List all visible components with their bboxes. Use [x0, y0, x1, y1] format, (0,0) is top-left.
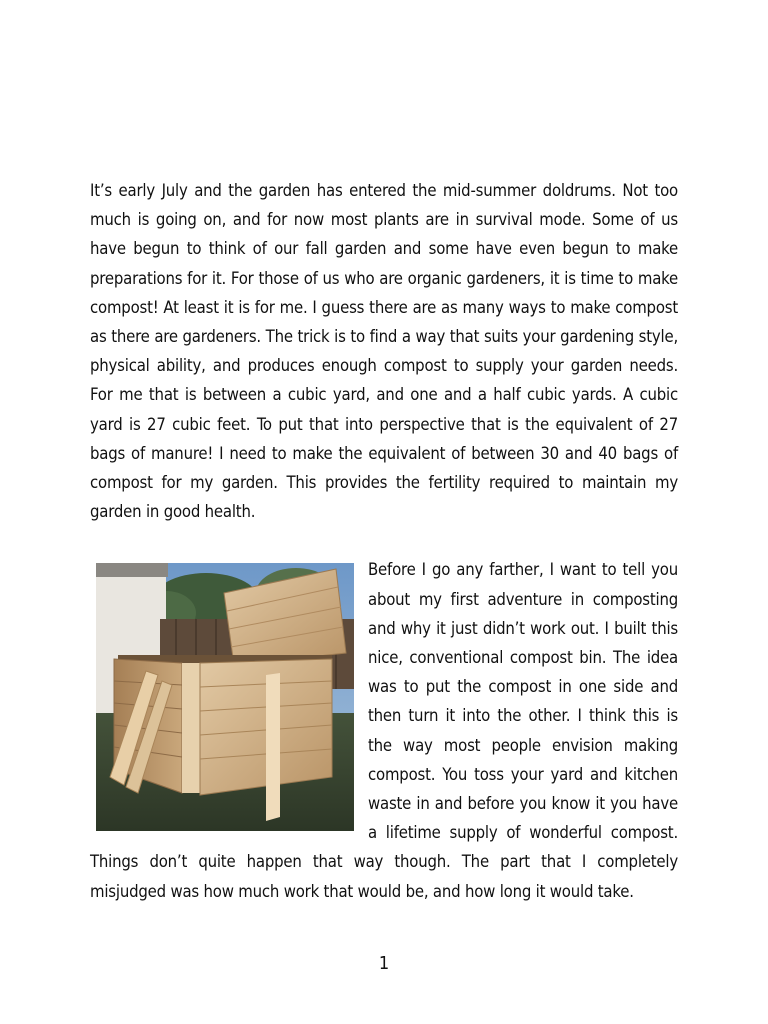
- page-number: 1: [378, 953, 390, 974]
- compost-bin-photo: [96, 563, 354, 831]
- paragraph-first-adventure: Before I go any farther, I want to tell you about my first adventure in composting and why it just didn’t work out. I built this nice, conventional compost bin. The idea was to put the compost in one side and then turn it into the other. I think this is the way most people envision making compost. You toss your yard and kitchen waste in and before you know it you have a lifetime supply of wonderful compost. Things don’t quite happen that way though. The part that I completely misjudged was how much work that would be, and how long it would take.: [90, 560, 678, 901]
- document-body: [90, 176, 678, 906]
- paragraph-intro: It’s early July and the garden has entered the mid-summer doldrums. Not too much is going on, and for now most plants are in survival mode. Some of us have begun to think of our fall garden and some have even begun to make preparations for it. For those of us who are organic gardeners, it is time to make compost! At least it is for me. I guess there are as many ways to make compost as there are gardeners. The trick is to find a way that suits your gardening style, physical ability, and produces enough compost to supply your garden needs. For me that is between a cubic yard, and one and a half cubic yards. A cubic yard is 27 cubic feet. To put that into perspective that is the equivalent of 27 bags of manure! I need to make the equivalent of between 30 and 40 bags of compost for my garden. This provides the fertility required to maintain my garden in good health.: [90, 181, 678, 522]
